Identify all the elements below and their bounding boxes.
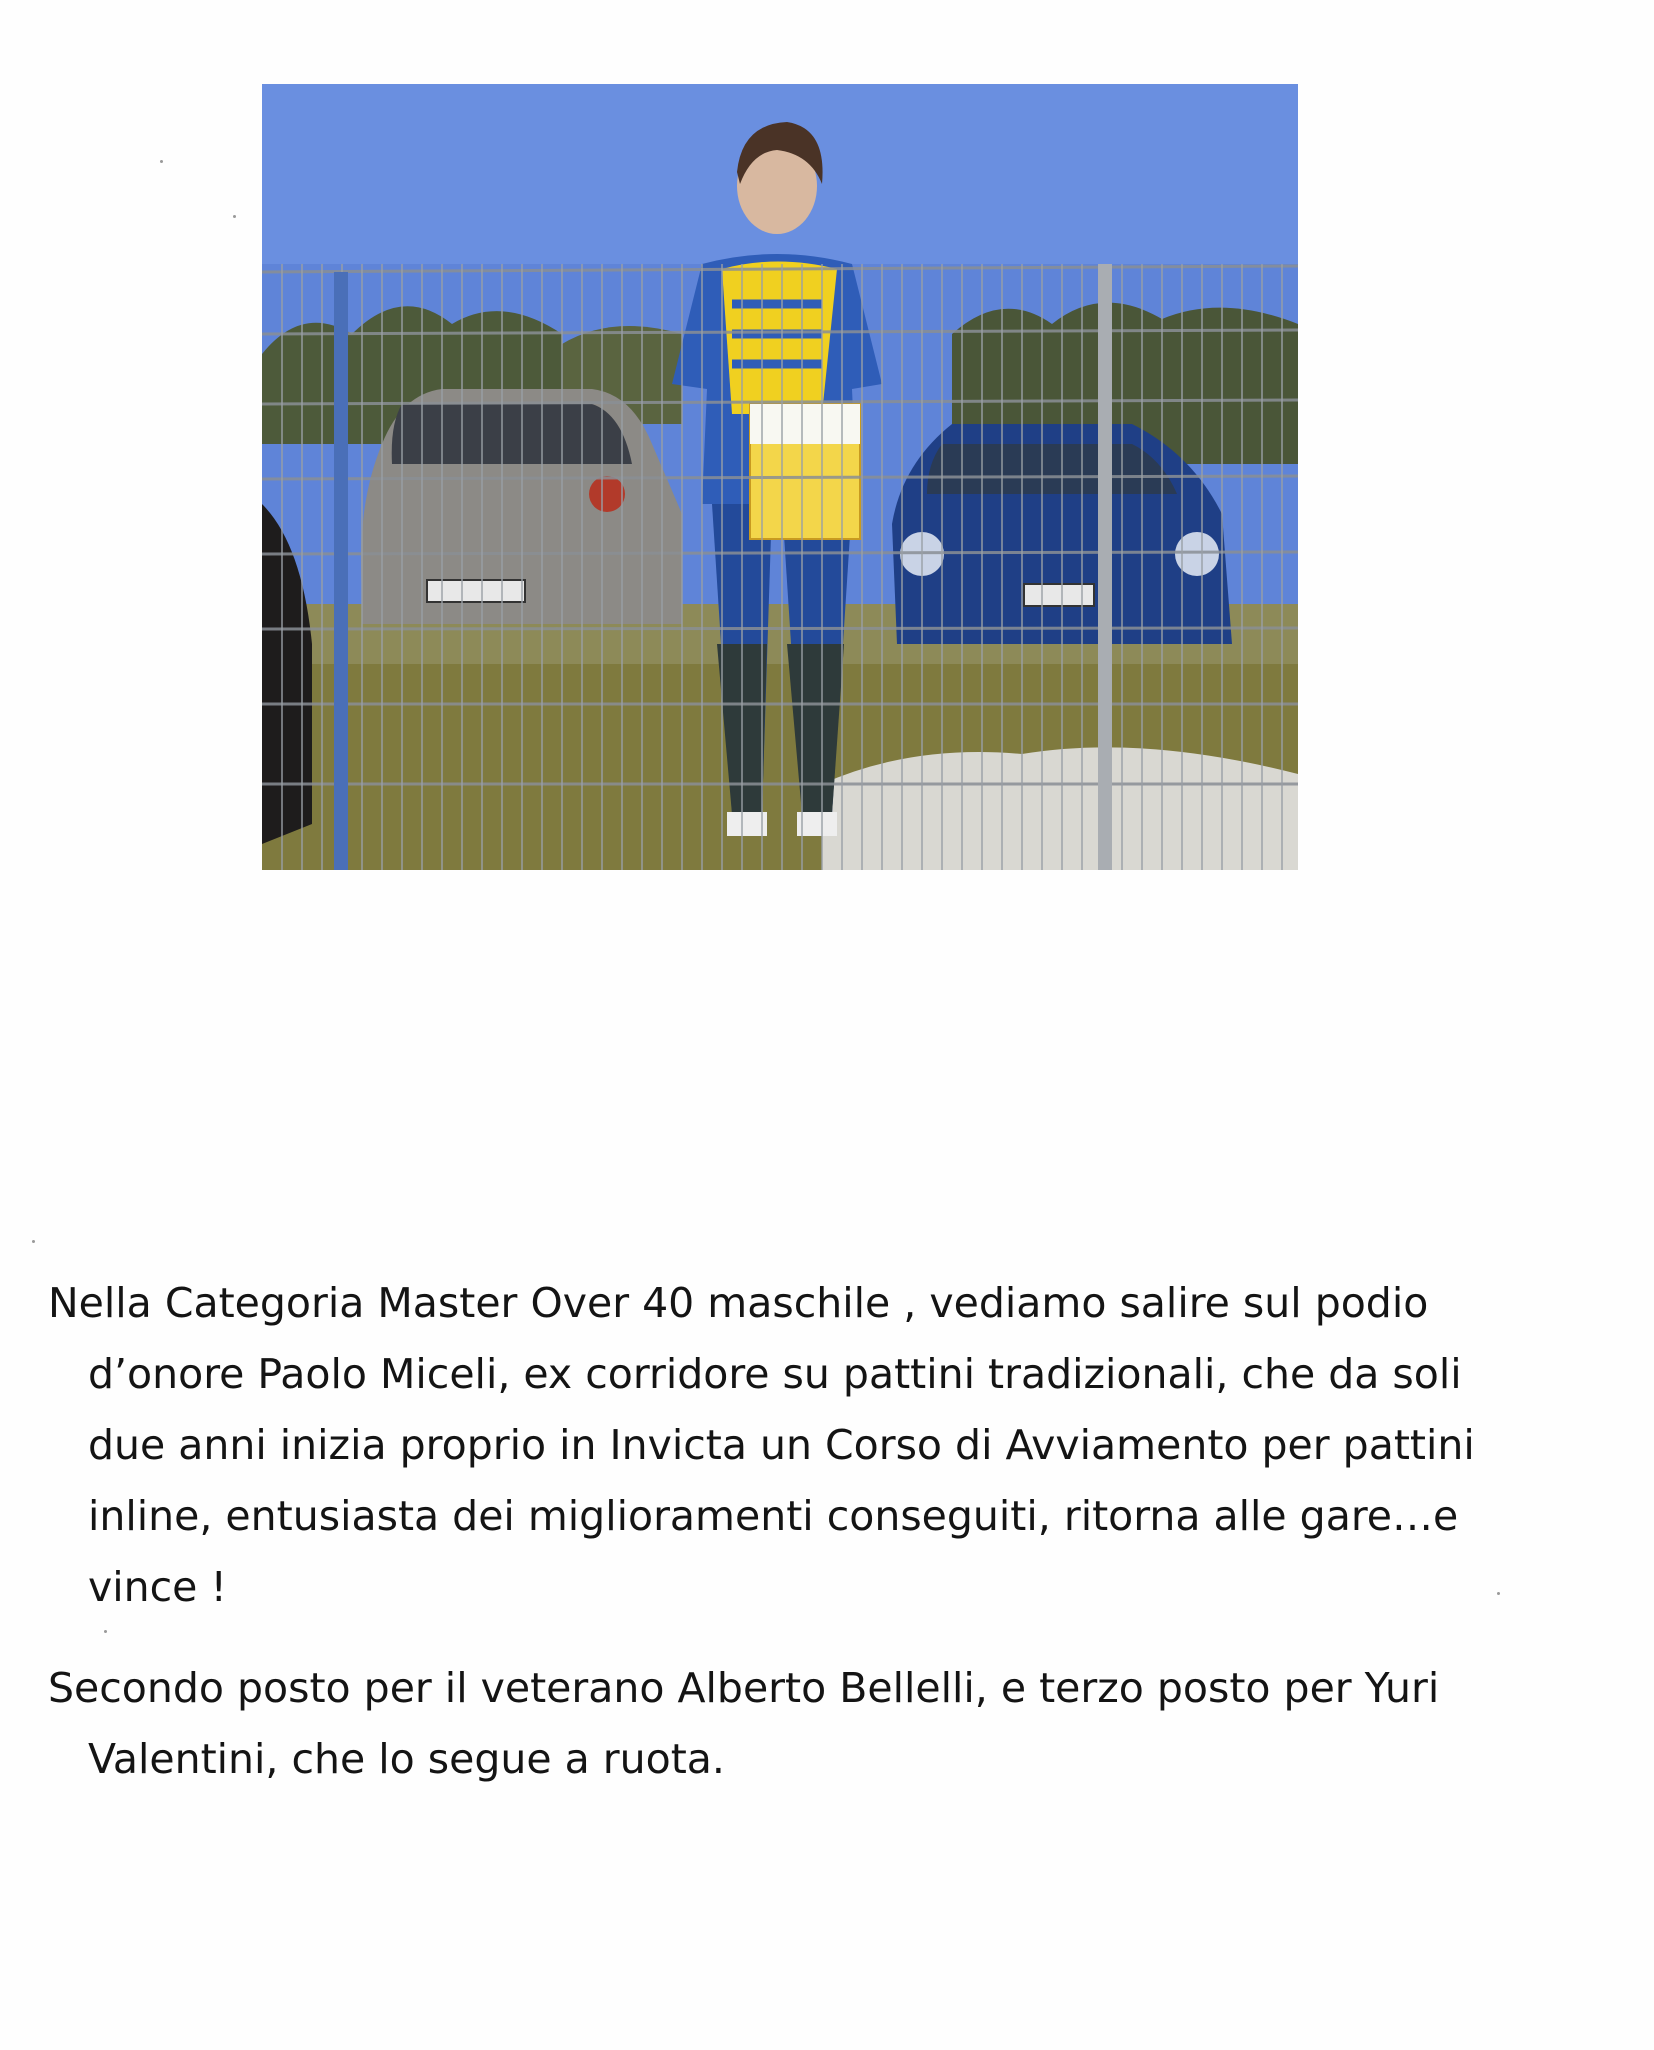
podium-photo-illustration [262, 84, 1298, 870]
article-text [48, 1268, 1518, 1795]
scan-speck [32, 1240, 35, 1243]
podium-photo [262, 84, 1298, 870]
paragraph-podium-master: Nella Categoria Master Over 40 maschile , vediamo salire sul podio d’onore Paolo Miceli, ex corridore su pattini tradizionali, che da soli due anni inizia proprio in Invicta un Corso di Avviamento per pattini inline, entusiasta dei miglioramenti conseguiti, ritorna alle gare…e vince ! [48, 1279, 1475, 1611]
scan-speck [1497, 1592, 1500, 1595]
paragraph-second-third: Secondo posto per il veterano Alberto Bellelli, e terzo posto per Yuri Valentini, che lo segue a ruota. [48, 1664, 1440, 1783]
scan-speck [233, 215, 236, 218]
scan-speck [104, 1630, 107, 1633]
scan-speck [160, 160, 163, 163]
